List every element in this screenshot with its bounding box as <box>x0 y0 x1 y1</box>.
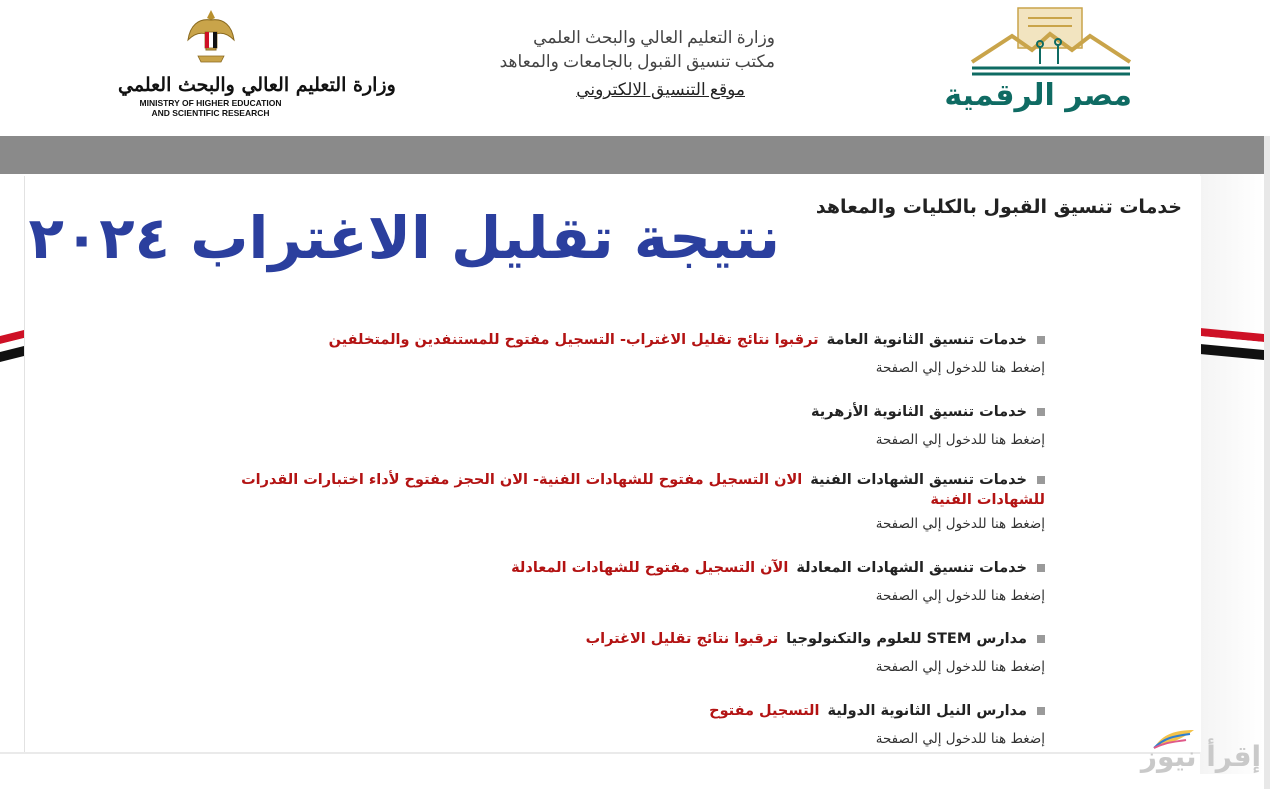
bottom-divider <box>0 752 1200 754</box>
result-headline: نتيجة تقليل الاغتراب ٢٠٢٤ <box>28 204 780 272</box>
flag-stripes-left-icon <box>0 330 24 364</box>
service-page-link[interactable]: إضغط هنا للدخول إلي الصفحة <box>875 659 1045 675</box>
service-page-link[interactable]: إضغط هنا للدخول إلي الصفحة <box>875 588 1045 604</box>
service-note: ترقبوا نتائج تقليل الاغتراب- التسجيل مفتوح للمستنفدين والمتخلفين <box>328 332 819 348</box>
bullet-square-icon <box>1037 336 1045 344</box>
service-name: خدمات تنسيق الشهادات الفنية <box>810 472 1027 488</box>
ministry-arabic-name: وزارة التعليم العالي والبحث العلمي <box>118 74 396 96</box>
service-page-link[interactable]: إضغط هنا للدخول إلي الصفحة <box>875 360 1045 376</box>
service-page-link[interactable]: إضغط هنا للدخول إلي الصفحة <box>875 731 1045 747</box>
digital-egypt-logo-icon <box>962 6 1142 78</box>
header-center-text <box>440 26 775 100</box>
flag-stripes-right-icon <box>1200 328 1264 364</box>
bullet-square-icon <box>1037 707 1045 715</box>
service-page-link[interactable]: إضغط هنا للدخول إلي الصفحة <box>875 432 1045 448</box>
header-gray-band <box>0 136 1264 174</box>
right-side-background <box>1200 174 1264 774</box>
digital-egypt-logo-text: مصر الرقمية <box>944 78 1132 113</box>
ministry-logo <box>118 6 396 132</box>
bullet-square-icon <box>1037 408 1045 416</box>
header-office-line: مكتب تنسيق القبول بالجامعات والمعاهد <box>499 52 775 71</box>
bullet-square-icon <box>1037 476 1045 484</box>
eagle-emblem-icon <box>186 6 236 66</box>
section-title: خدمات تنسيق القبول بالكليات والمعاهد <box>815 196 1182 218</box>
ministry-english-line1: MINISTRY OF HIGHER EDUCATION <box>139 98 282 108</box>
service-item-equivalent-certificates <box>511 558 1045 606</box>
service-item-general-secondary <box>329 330 1045 378</box>
service-item-azhar-secondary <box>811 402 1045 450</box>
service-note-continued: للشهادات الفنية <box>930 492 1045 508</box>
digital-egypt-logo <box>944 6 1142 126</box>
service-name: مدارس النيل الثانوية الدولية <box>827 703 1027 719</box>
bullet-square-icon <box>1037 635 1045 643</box>
service-name: خدمات تنسيق الشهادات المعادلة <box>796 560 1027 576</box>
service-note: الان التسجيل مفتوح للشهادات الفنية- الان الحجز مفتوح لأداء اختبارات القدرات <box>241 472 803 488</box>
watermark-text: إقرأ نيوز <box>1140 740 1262 773</box>
service-page-link[interactable]: إضغط هنا للدخول إلي الصفحة <box>875 516 1045 532</box>
service-note: التسجيل مفتوح <box>709 703 820 719</box>
service-note: ترقبوا نتائج تقليل الاغتراب <box>585 631 779 647</box>
page-header <box>0 0 1270 136</box>
service-name: خدمات تنسيق الثانوية العامة <box>826 332 1027 348</box>
service-item-stem-schools <box>586 629 1045 677</box>
header-ministry-line: وزارة التعليم العالي والبحث العلمي <box>533 28 775 47</box>
service-name: مدارس STEM للعلوم والتكنولوجيا <box>786 631 1027 647</box>
bullet-square-icon <box>1037 564 1045 572</box>
service-item-technical-certificates <box>241 470 1045 534</box>
electronic-coordination-site-link[interactable]: موقع التنسيق الالكتروني <box>576 80 745 99</box>
ministry-english-line2: AND SCIENTIFIC RESEARCH <box>151 108 270 118</box>
ministry-english-name <box>118 98 303 118</box>
service-note: الآن التسجيل مفتوح للشهادات المعادلة <box>511 560 789 576</box>
right-edge-strip <box>1264 136 1270 789</box>
service-item-nile-schools <box>709 701 1045 749</box>
service-name: خدمات تنسيق الثانوية الأزهرية <box>810 404 1027 420</box>
watermark <box>1138 728 1264 778</box>
